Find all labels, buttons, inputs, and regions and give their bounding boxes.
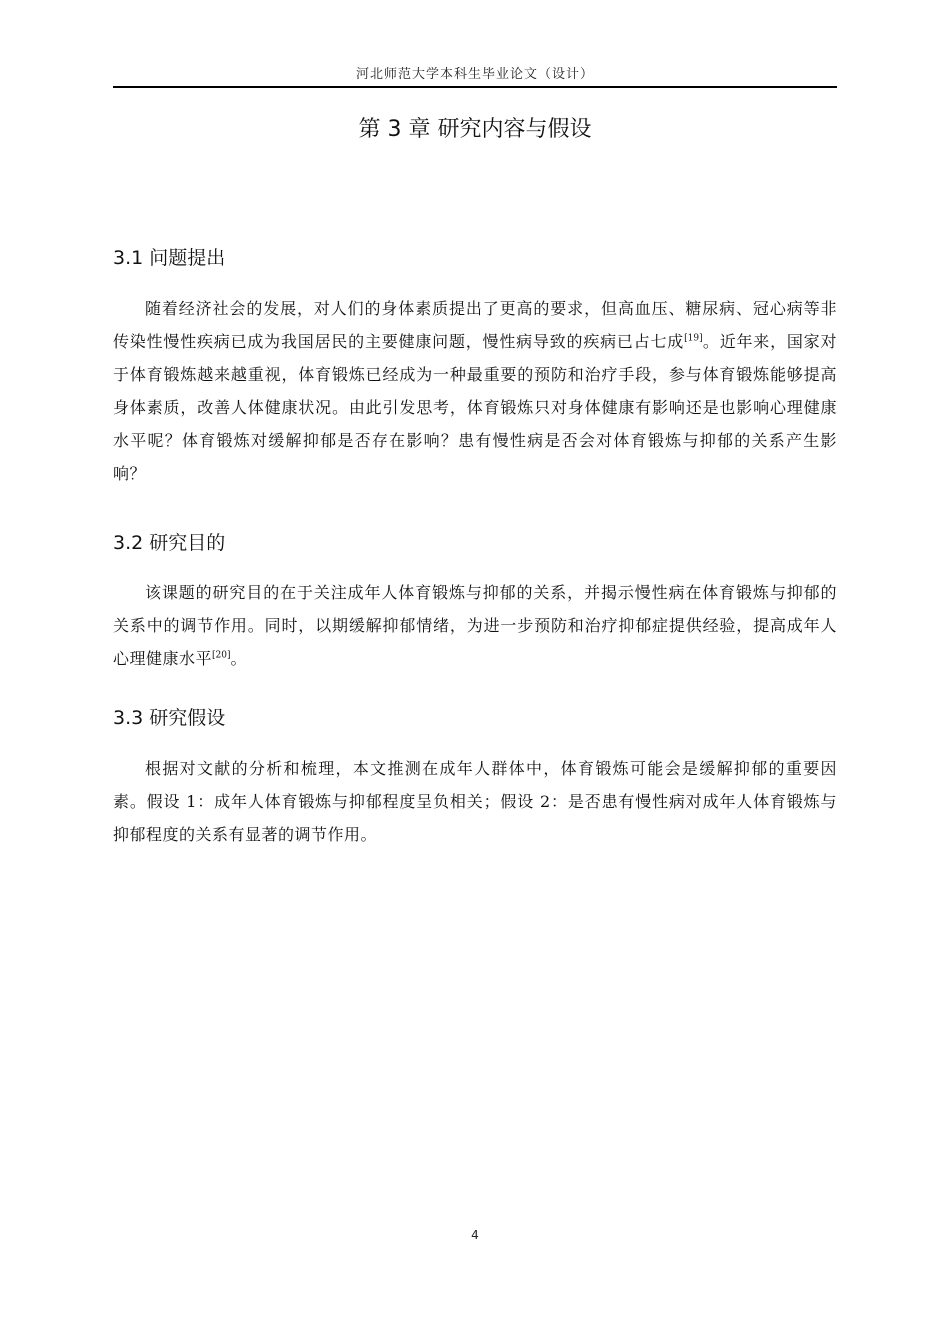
header-divider bbox=[113, 86, 837, 88]
paragraph-text: 随着经济社会的发展，对人们的身体素质提出了更高的要求，但高血压、糖尿病、冠心病等非传染性慢性疾病已成为我国居民的主要健康问题，慢性病导致的疾病已占七成 bbox=[113, 299, 837, 351]
section-heading-3-3: 3.3 研究假设 bbox=[113, 707, 226, 729]
section-3-1-paragraph bbox=[113, 292, 837, 490]
paragraph-text: 。近年来，国家对于体育锻炼越来越重视，体育锻炼已经成为一种最重要的预防和治疗手段，参与体育锻炼能够提高身体素质，改善人体健康状况。由此引发思考，体育锻炼只对身体健康有影响还是也影响心理健康水平呢？体育锻炼对缓解抑郁是否存在影响？患有慢性病是否会对体育锻炼与抑郁的关系产生影响？ bbox=[113, 332, 837, 483]
chapter-title: 第 3 章 研究内容与假设 bbox=[358, 117, 592, 142]
section-3-2-paragraph bbox=[113, 576, 837, 675]
section-heading-3-2: 3.2 研究目的 bbox=[113, 532, 226, 554]
section-3-3-paragraph: 根据对文献的分析和梳理，本文推测在成年人群体中，体育锻炼可能会是缓解抑郁的重要因素。假设 1：成年人体育锻炼与抑郁程度呈负相关；假设 2：是否患有慢性病对成年人体育锻炼与抑郁程度的关系有显著的调节作用。 bbox=[113, 759, 837, 844]
paragraph-text: 。 bbox=[230, 649, 248, 668]
page-number: 4 bbox=[471, 1228, 479, 1242]
section-heading-3-1: 3.1 问题提出 bbox=[113, 247, 226, 269]
citation-20: [20] bbox=[212, 650, 231, 661]
citation-19: [19] bbox=[684, 333, 703, 344]
paragraph-text: 该课题的研究目的在于关注成年人体育锻炼与抑郁的关系，并揭示慢性病在体育锻炼与抑郁的关系中的调节作用。同时，以期缓解抑郁情绪，为进一步预防和治疗抑郁症提供经验，提高成年人心理健康水平 bbox=[113, 583, 837, 668]
running-header: 河北师范大学本科生毕业论文（设计） bbox=[355, 67, 594, 82]
